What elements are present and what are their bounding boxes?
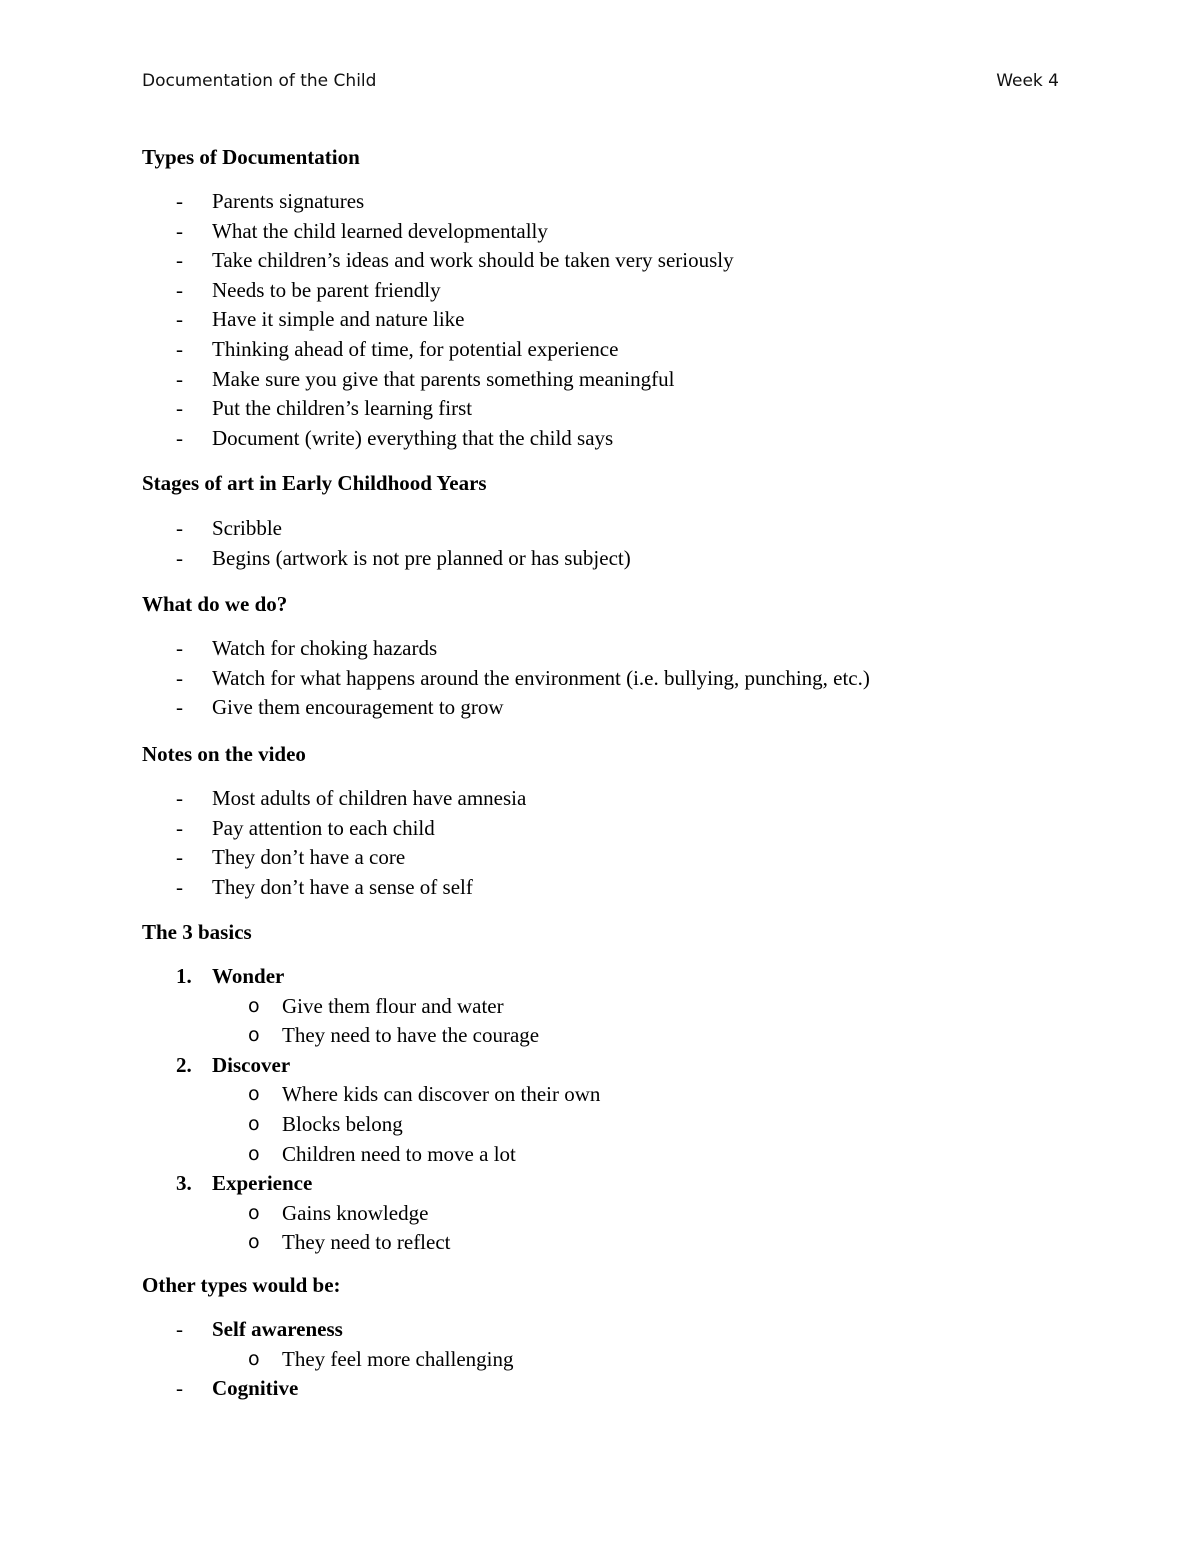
circle-bullet: o (248, 1024, 260, 1047)
document-page: Documentation of the Child Week 4 Types of Documentation - Parents signatures - What the child learned developmentally - Take children’s ideas and work should be taken very seriously - Needs to be parent friendly - Have it simple and nature like - Thinking ahead of time, for potential experience - Make sure you give that parents something meaningful - Put the children’s learning first - Document (write) everything that the child says Stages of art in Early Childhood Years - Scribble - Begins (artwork is not pre planned or has subject) What do we do? - Watch for choking hazards - Watch for what happens around the environment (i.e. bullying, punching, etc.) - Give them encouragement to grow Notes on the video - Most adults of children have amnesia - Pay attention to each child - They don’t have a core - They don’t have a sense of self The 3 basics 1. Wonder o Give them flour and water o They need to have the courage 2. Discover o Where kids can discover on their own o Blocks belong o Children need to move a lot 3. Experience o Gains knowledge o They need to reflect Other types would be: - Self awareness o They feel more challenging - Cognitive (0, 0, 1200, 1553)
heading-other-types: Other types would be: (142, 1273, 341, 1297)
dash-bullet: - (176, 307, 183, 332)
dash-bullet: - (176, 786, 183, 810)
circle-bullet: o (248, 1231, 260, 1254)
heading-types-of-documentation: Types of Documentation (142, 145, 360, 169)
dash-bullet: - (176, 336, 183, 361)
dash-bullet: - (176, 189, 183, 213)
dash-bullet: - (176, 366, 183, 391)
circle-bullet: o (248, 1347, 260, 1370)
dash-bullet: - (176, 248, 183, 273)
list-number: 3. (176, 1171, 192, 1196)
list-number: 1. (176, 964, 192, 988)
circle-bullet: o (248, 1112, 260, 1135)
dash-bullet: - (176, 665, 183, 690)
dash-bullet: - (176, 695, 183, 720)
circle-bullet: o (248, 994, 260, 1017)
dash-bullet: - (176, 636, 183, 660)
dash-bullet: - (176, 218, 183, 243)
dash-bullet: - (176, 396, 183, 421)
circle-bullet: o (248, 1083, 260, 1106)
circle-bullet: o (248, 1142, 260, 1165)
list-number: 2. (176, 1052, 192, 1077)
dash-bullet: - (176, 1376, 183, 1401)
header-title: Documentation of the Child (142, 71, 377, 91)
dash-bullet: - (176, 545, 183, 570)
header-week: Week 4 (996, 71, 1059, 91)
dash-bullet: - (176, 815, 183, 840)
page-header (142, 71, 1059, 97)
dash-bullet: - (176, 516, 183, 540)
dash-bullet: - (176, 425, 183, 450)
heading-stages-of-art: Stages of art in Early Childhood Years (142, 471, 487, 495)
heading-what-do-we-do: What do we do? (142, 592, 288, 616)
heading-the-3-basics: The 3 basics (142, 920, 252, 944)
dash-bullet: - (176, 874, 183, 899)
heading-notes-on-the-video: Notes on the video (142, 742, 306, 766)
dash-bullet: - (176, 845, 183, 870)
dash-bullet: - (176, 277, 183, 302)
dash-bullet: - (176, 1317, 183, 1341)
circle-bullet: o (248, 1201, 260, 1224)
